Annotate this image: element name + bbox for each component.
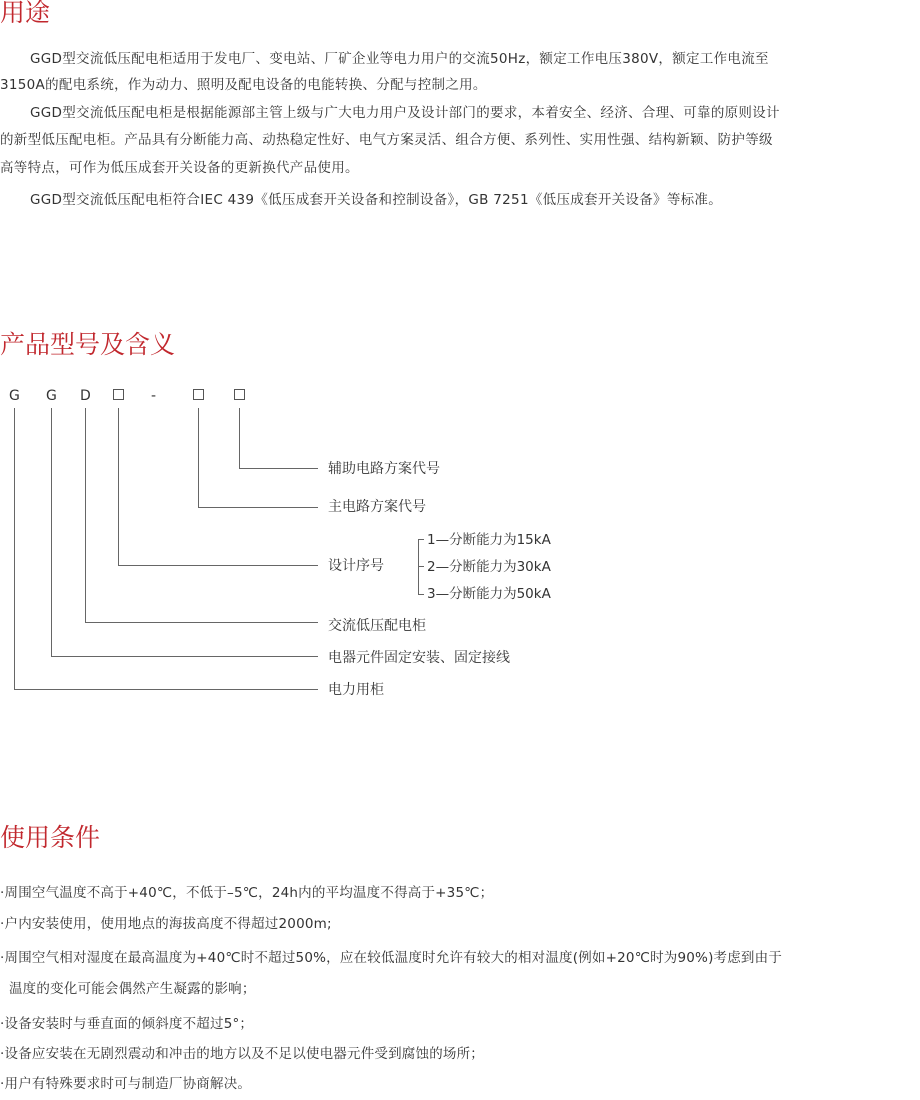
connector-g1-h xyxy=(14,689,318,690)
label-main-circuit: 主电路方案代号 xyxy=(328,499,426,515)
code-box-design xyxy=(113,389,124,400)
connector-main-v xyxy=(198,408,199,507)
code-box-aux xyxy=(234,389,245,400)
options-bracket-top xyxy=(418,539,424,540)
design-option-2: 2—分断能力为30kA xyxy=(427,559,551,575)
code-letter-d: D xyxy=(80,388,91,404)
conditions-heading: 使用条件 xyxy=(0,823,101,852)
code-box-main xyxy=(193,389,204,400)
connector-aux-v xyxy=(239,408,240,468)
label-aux-circuit: 辅助电路方案代号 xyxy=(328,461,440,477)
connector-g1-v xyxy=(14,408,15,689)
connector-aux-h xyxy=(239,468,318,469)
connector-d-v xyxy=(85,408,86,622)
usage-p1-line1: GGD型交流低压配电柜适用于发电厂、变电站、厂矿企业等电力用户的交流50Hz，额定工作电压380V，额定工作电流至 xyxy=(30,51,769,67)
options-bracket-mid xyxy=(418,566,424,567)
label-ac-low-voltage: 交流低压配电柜 xyxy=(328,618,426,634)
connector-design-h xyxy=(118,565,318,566)
code-letter-g1: G xyxy=(9,388,20,404)
condition-item: ·周围空气温度不高于+40℃，不低于–5℃，24h内的平均温度不得高于+35℃； xyxy=(0,885,494,901)
condition-item: ·设备安装时与垂直面的倾斜度不超过5°； xyxy=(0,1016,254,1032)
connector-design-v xyxy=(118,408,119,565)
condition-item: ·周围空气相对湿度在最高温度为+40℃时不超过50%，应在较低温度时允许有较大的相对温度(例如+20℃时为90%)考虑到由于 xyxy=(0,950,783,966)
model-heading: 产品型号及含义 xyxy=(0,330,176,359)
options-bracket-bottom xyxy=(418,594,424,595)
design-option-1: 1—分断能力为15kA xyxy=(427,532,551,548)
usage-p2-line2: 的新型低压配电柜。产品具有分断能力高、动热稳定性好、电气方案灵活、组合方便、系列性、实用性强、结构新颖、防护等级 xyxy=(0,132,773,148)
connector-d-h xyxy=(85,622,318,623)
condition-item: ·设备应安装在无剧烈震动和冲击的地方以及不足以使电器元件受到腐蚀的场所； xyxy=(0,1046,484,1062)
usage-p3-line1: GGD型交流低压配电柜符合IEC 439《低压成套开关设备和控制设备》，GB 7251《低压成套开关设备》等标准。 xyxy=(30,192,723,208)
usage-p1-line2: 3150A的配电系统，作为动力、照明及配电设备的电能转换、分配与控制之用。 xyxy=(0,77,487,93)
label-design-no: 设计序号 xyxy=(328,558,384,574)
condition-item-continuation: 温度的变化可能会偶然产生凝露的影响； xyxy=(0,981,256,997)
usage-heading: 用途 xyxy=(0,0,51,27)
code-dash: - xyxy=(151,388,157,404)
design-option-3: 3—分断能力为50kA xyxy=(427,586,551,602)
usage-p2-line1: GGD型交流低压配电柜是根据能源部主管上级与广大电力用户及设计部门的要求，本着安全、经济、合理、可靠的原则设计 xyxy=(30,105,780,121)
connector-g2-v xyxy=(51,408,52,656)
label-power-cabinet: 电力用柜 xyxy=(328,682,384,698)
usage-p2-line3: 高等特点，可作为低压成套开关设备的更新换代产品使用。 xyxy=(0,160,359,176)
condition-item: ·户内安装使用，使用地点的海拔高度不得超过2000m; xyxy=(0,916,332,932)
label-fixed-install: 电器元件固定安装、固定接线 xyxy=(328,650,510,666)
connector-main-h xyxy=(198,507,318,508)
connector-g2-h xyxy=(51,656,318,657)
condition-item: ·用户有特殊要求时可与制造厂协商解决。 xyxy=(0,1076,252,1092)
code-letter-g2: G xyxy=(46,388,57,404)
